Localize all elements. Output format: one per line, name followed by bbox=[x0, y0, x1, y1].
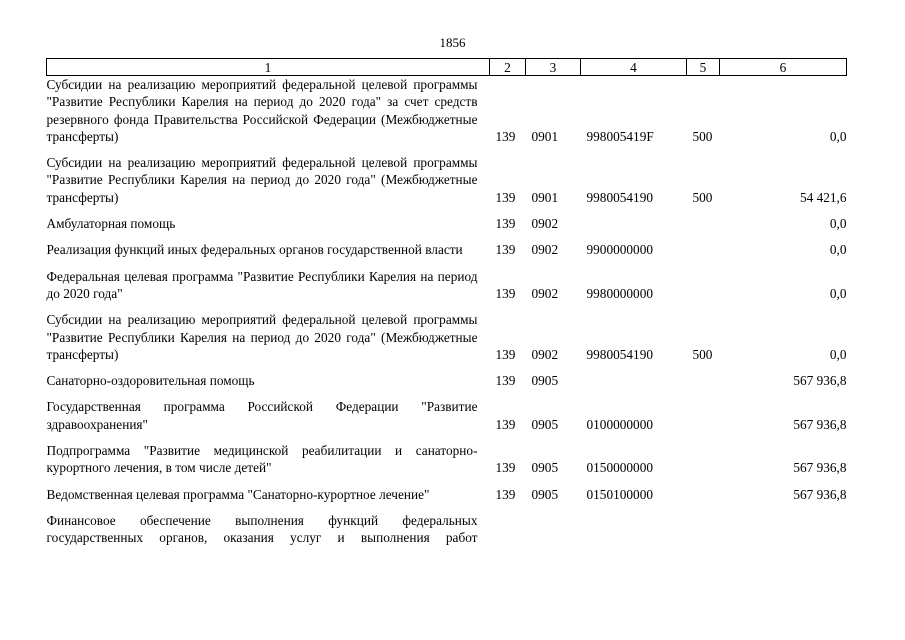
row-name: Федеральная целевая программа "Развитие Республики Карелия на период до 2020 года" bbox=[46, 268, 478, 301]
row-ministry-code: 139 bbox=[495, 189, 516, 205]
row-amount: 567 936,8 bbox=[793, 460, 847, 476]
column-header-1: 1 bbox=[47, 59, 490, 76]
row-amount: 0,0 bbox=[829, 128, 847, 144]
row-target-code bbox=[581, 215, 687, 241]
row-expense-type bbox=[687, 486, 720, 512]
budget-table bbox=[46, 58, 847, 556]
table-row bbox=[47, 372, 847, 398]
table-header bbox=[47, 59, 847, 76]
row-expense-type bbox=[687, 398, 720, 442]
row-target-code: 9980054190 bbox=[586, 189, 653, 205]
table-row bbox=[47, 76, 847, 155]
row-name: Финансовое обеспечение выполнения функций федеральных государственных органов, оказания услуг и выполнения работ bbox=[46, 512, 478, 546]
row-ministry-code: 139 bbox=[495, 216, 516, 232]
row-amount: 0,0 bbox=[829, 346, 847, 362]
row-amount bbox=[720, 512, 847, 556]
row-name: Ведомственная целевая программа "Санаторно-курортное лечение" bbox=[46, 486, 430, 502]
table-row bbox=[47, 215, 847, 241]
table-row bbox=[47, 241, 847, 267]
row-expense-type: 500 bbox=[692, 346, 713, 362]
row-target-code: 0150000000 bbox=[586, 460, 653, 476]
row-ministry-code: 139 bbox=[495, 285, 516, 301]
row-name: Амбулаторная помощь bbox=[46, 216, 176, 232]
row-target-code bbox=[581, 512, 687, 556]
row-expense-type bbox=[687, 512, 720, 556]
table-row bbox=[47, 512, 847, 556]
page-number: 1856 bbox=[439, 35, 466, 50]
row-name: Субсидии на реализацию мероприятий федеральной целевой программы "Развитие Республики Карелия на период до 2020 года" за счет средств резервного фонда Правительства Российской Федерации (Межбюджетные трансферты) bbox=[46, 77, 478, 144]
row-name: Субсидии на реализацию мероприятий федеральной целевой программы "Развитие Республики Карелия на период до 2020 года" (Межбюджетные трансферты) bbox=[46, 155, 478, 205]
row-ministry-code: 139 bbox=[495, 486, 516, 502]
row-amount: 0,0 bbox=[829, 285, 847, 301]
table-row bbox=[47, 486, 847, 512]
row-expense-type bbox=[687, 268, 720, 312]
row-target-code: 9900000000 bbox=[586, 242, 653, 258]
row-ministry-code: 139 bbox=[495, 346, 516, 362]
row-target-code: 9980000000 bbox=[586, 285, 653, 301]
table-row bbox=[47, 268, 847, 312]
row-section-code: 0902 bbox=[531, 242, 559, 258]
row-ministry-code: 139 bbox=[495, 128, 516, 144]
row-name: Субсидии на реализацию мероприятий федеральной целевой программы "Развитие Республики Карелия на период до 2020 года" (Межбюджетные трансферты) bbox=[46, 312, 478, 362]
row-amount: 567 936,8 bbox=[793, 416, 847, 432]
table-row bbox=[47, 398, 847, 442]
row-expense-type: 500 bbox=[692, 189, 713, 205]
row-target-code bbox=[581, 372, 687, 398]
row-section-code: 0905 bbox=[531, 416, 559, 432]
row-name: Реализация функций иных федеральных органов государственной власти bbox=[46, 242, 463, 258]
row-section-code: 0902 bbox=[531, 285, 559, 301]
row-section-code: 0902 bbox=[531, 216, 559, 232]
column-header-2: 2 bbox=[490, 59, 526, 76]
row-section-code: 0905 bbox=[531, 460, 559, 476]
row-amount: 0,0 bbox=[829, 216, 847, 232]
row-expense-type: 500 bbox=[692, 128, 713, 144]
row-amount: 54 421,6 bbox=[799, 189, 847, 205]
row-target-code: 0100000000 bbox=[586, 416, 653, 432]
column-header-3: 3 bbox=[526, 59, 581, 76]
row-expense-type bbox=[687, 215, 720, 241]
row-expense-type bbox=[687, 241, 720, 267]
row-target-code: 0150100000 bbox=[586, 486, 653, 502]
row-name: Подпрограмма "Развитие медицинской реабилитации и санаторно-курортного лечения, в том числе детей" bbox=[46, 443, 478, 476]
row-section-code: 0905 bbox=[531, 373, 559, 389]
column-header-6: 6 bbox=[720, 59, 847, 76]
table-row bbox=[47, 442, 847, 486]
table-row bbox=[47, 311, 847, 372]
table-body bbox=[47, 76, 847, 556]
row-target-code: 998005419F bbox=[586, 128, 654, 144]
column-header-5: 5 bbox=[687, 59, 720, 76]
row-expense-type bbox=[687, 372, 720, 398]
table-row bbox=[47, 154, 847, 215]
row-ministry-code: 139 bbox=[495, 242, 516, 258]
row-ministry-code: 139 bbox=[495, 460, 516, 476]
row-name: Санаторно-оздоровительная помощь bbox=[46, 373, 255, 389]
row-amount: 567 936,8 bbox=[793, 486, 847, 502]
row-expense-type bbox=[687, 442, 720, 486]
row-ministry-code: 139 bbox=[495, 416, 516, 432]
row-section-code: 0902 bbox=[531, 346, 559, 362]
row-section-code: 0901 bbox=[531, 128, 559, 144]
row-section-code bbox=[526, 512, 581, 556]
row-ministry-code: 139 bbox=[495, 373, 516, 389]
row-ministry-code bbox=[490, 512, 526, 556]
row-section-code: 0905 bbox=[531, 486, 559, 502]
row-section-code: 0901 bbox=[531, 189, 559, 205]
row-target-code: 9980054190 bbox=[586, 346, 653, 362]
row-amount: 567 936,8 bbox=[793, 373, 847, 389]
row-amount: 0,0 bbox=[829, 242, 847, 258]
column-header-4: 4 bbox=[581, 59, 687, 76]
row-name: Государственная программа Российской Федерации "Развитие здравоохранения" bbox=[46, 399, 478, 432]
